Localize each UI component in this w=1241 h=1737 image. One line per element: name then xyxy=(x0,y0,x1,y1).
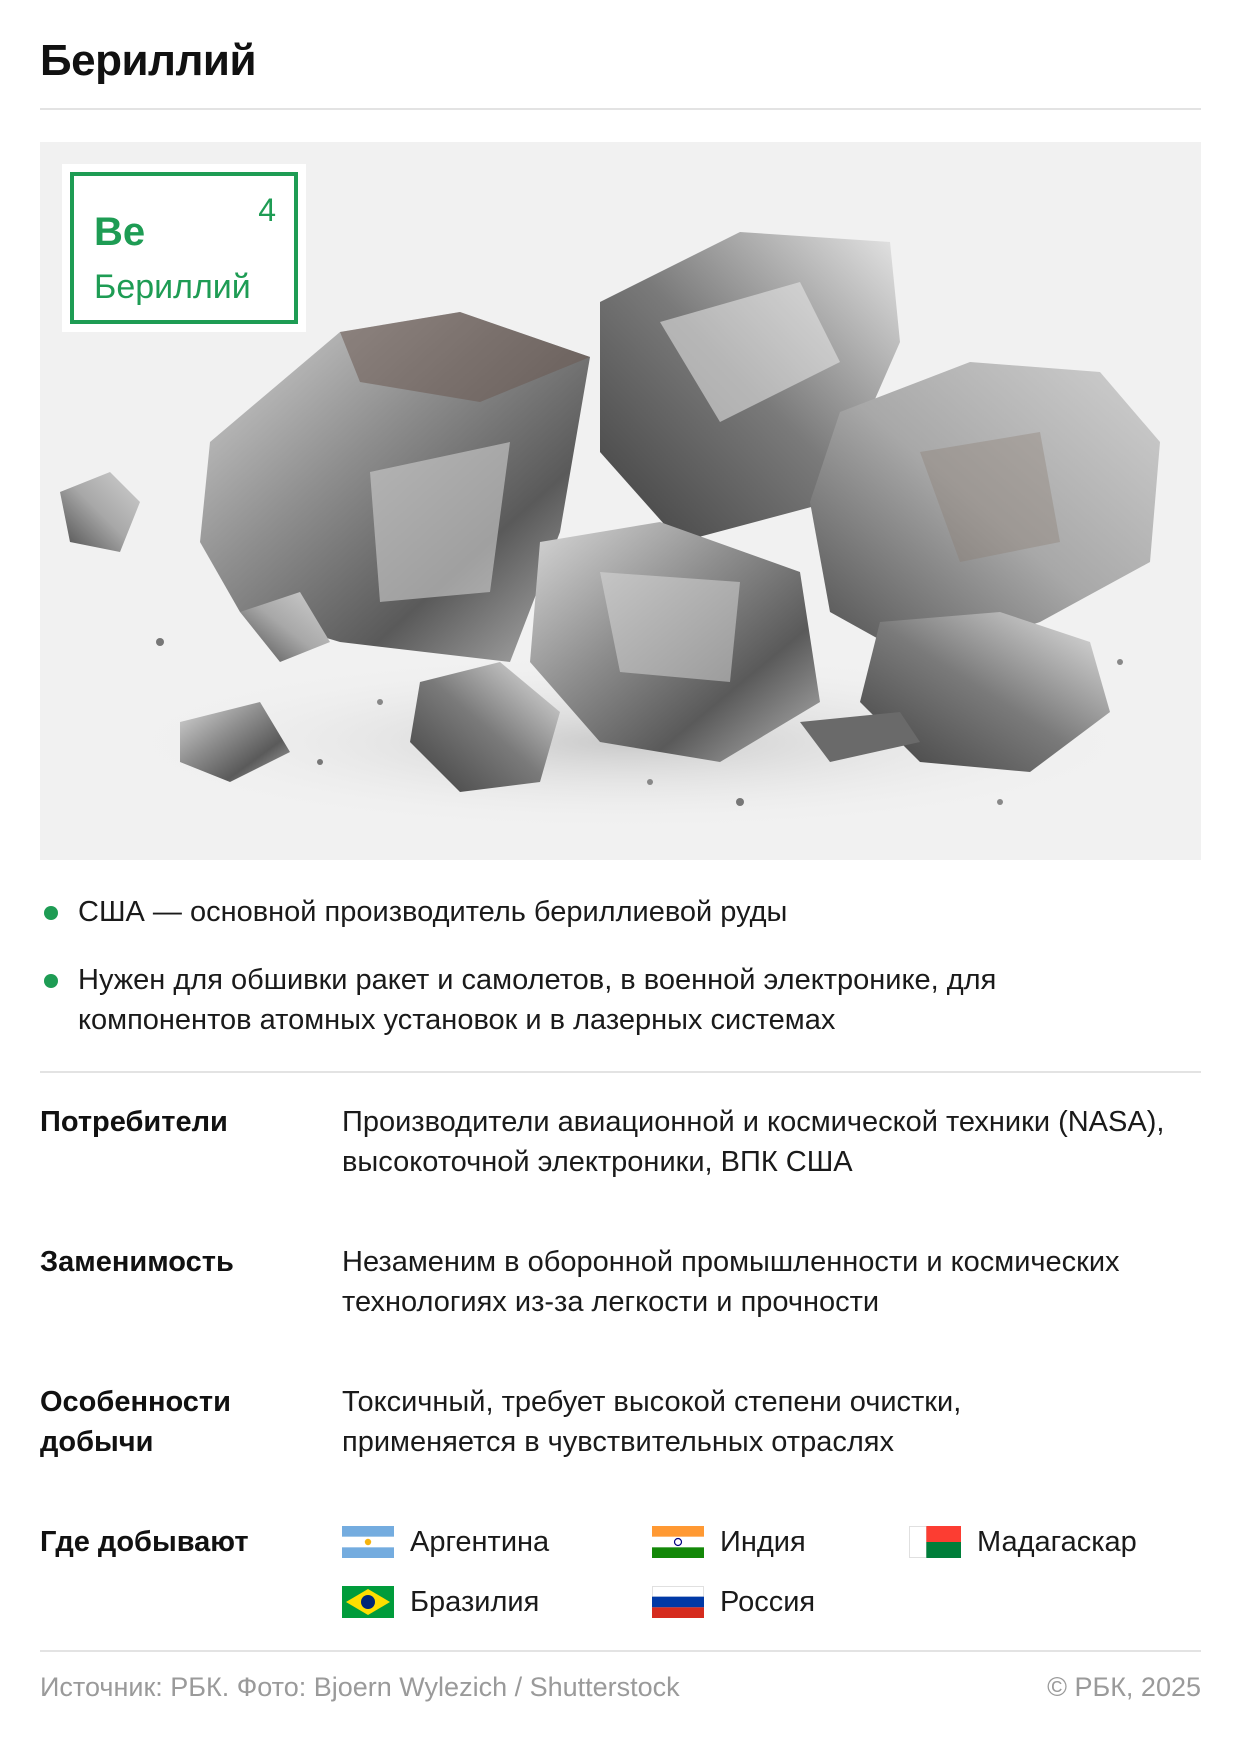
bullet-dot-icon xyxy=(44,906,58,920)
bullet-dot-icon xyxy=(44,974,58,988)
element-atomic-number: 4 xyxy=(258,192,276,228)
country-list xyxy=(342,1522,1222,1632)
mining-features-label: Особенности добычи xyxy=(40,1386,231,1458)
list-item xyxy=(40,960,1080,1040)
consumers-label: Потребители xyxy=(40,1106,228,1138)
consumers-value: Производители авиационной и космической техники (NASA), высокоточной электроники, ВПК США xyxy=(342,1106,1165,1178)
list-item xyxy=(40,892,1201,932)
country-name: Мадагаскар xyxy=(977,1526,1137,1558)
mining-countries-label: Где добывают xyxy=(40,1526,249,1558)
country-madagascar xyxy=(909,1522,1137,1562)
mining-features-value: Токсичный, требует высокой степени очистки, применяется в чувствительных отраслях xyxy=(342,1386,962,1458)
country-name: Аргентина xyxy=(410,1526,550,1558)
title-divider xyxy=(40,108,1201,110)
india-flag-icon xyxy=(652,1526,704,1558)
replaceability-label: Заменимость xyxy=(40,1246,234,1278)
element-card-frame xyxy=(70,172,298,324)
madagascar-flag-icon xyxy=(909,1526,961,1558)
country-name: Россия xyxy=(720,1586,816,1618)
beryllium-photo xyxy=(40,142,1201,860)
country-russia xyxy=(652,1582,815,1622)
brazil-flag-icon xyxy=(342,1586,394,1618)
footer-source: Источник: РБК. Фото: Bjoern Wylezich / Shutterstock xyxy=(40,1672,680,1702)
replaceability-value: Незаменим в оборонной промышленности и космических технологиях из-за легкости и прочности xyxy=(342,1246,1120,1318)
country-india xyxy=(652,1522,806,1562)
bullet-text: США — основной производитель бериллиевой руды xyxy=(78,896,788,928)
russia-flag-icon xyxy=(652,1586,704,1618)
argentina-flag-icon xyxy=(342,1526,394,1558)
country-argentina xyxy=(342,1522,549,1562)
key-facts-list xyxy=(40,892,1201,1068)
bullet-text: Нужен для обшивки ракет и самолетов, в военной электронике, для компонентов атомных установок и в лазерных системах xyxy=(78,964,997,1036)
section-divider xyxy=(40,1071,1201,1073)
country-brazil xyxy=(342,1582,539,1622)
footer-copyright: © РБК, 2025 xyxy=(1047,1672,1201,1702)
element-name: Бериллий xyxy=(94,268,251,306)
element-card xyxy=(62,164,306,332)
element-symbol: Be xyxy=(94,210,146,254)
footer-divider xyxy=(40,1650,1201,1652)
page-title: Бериллий xyxy=(40,36,257,85)
country-name: Индия xyxy=(720,1526,806,1558)
country-name: Бразилия xyxy=(410,1586,540,1618)
